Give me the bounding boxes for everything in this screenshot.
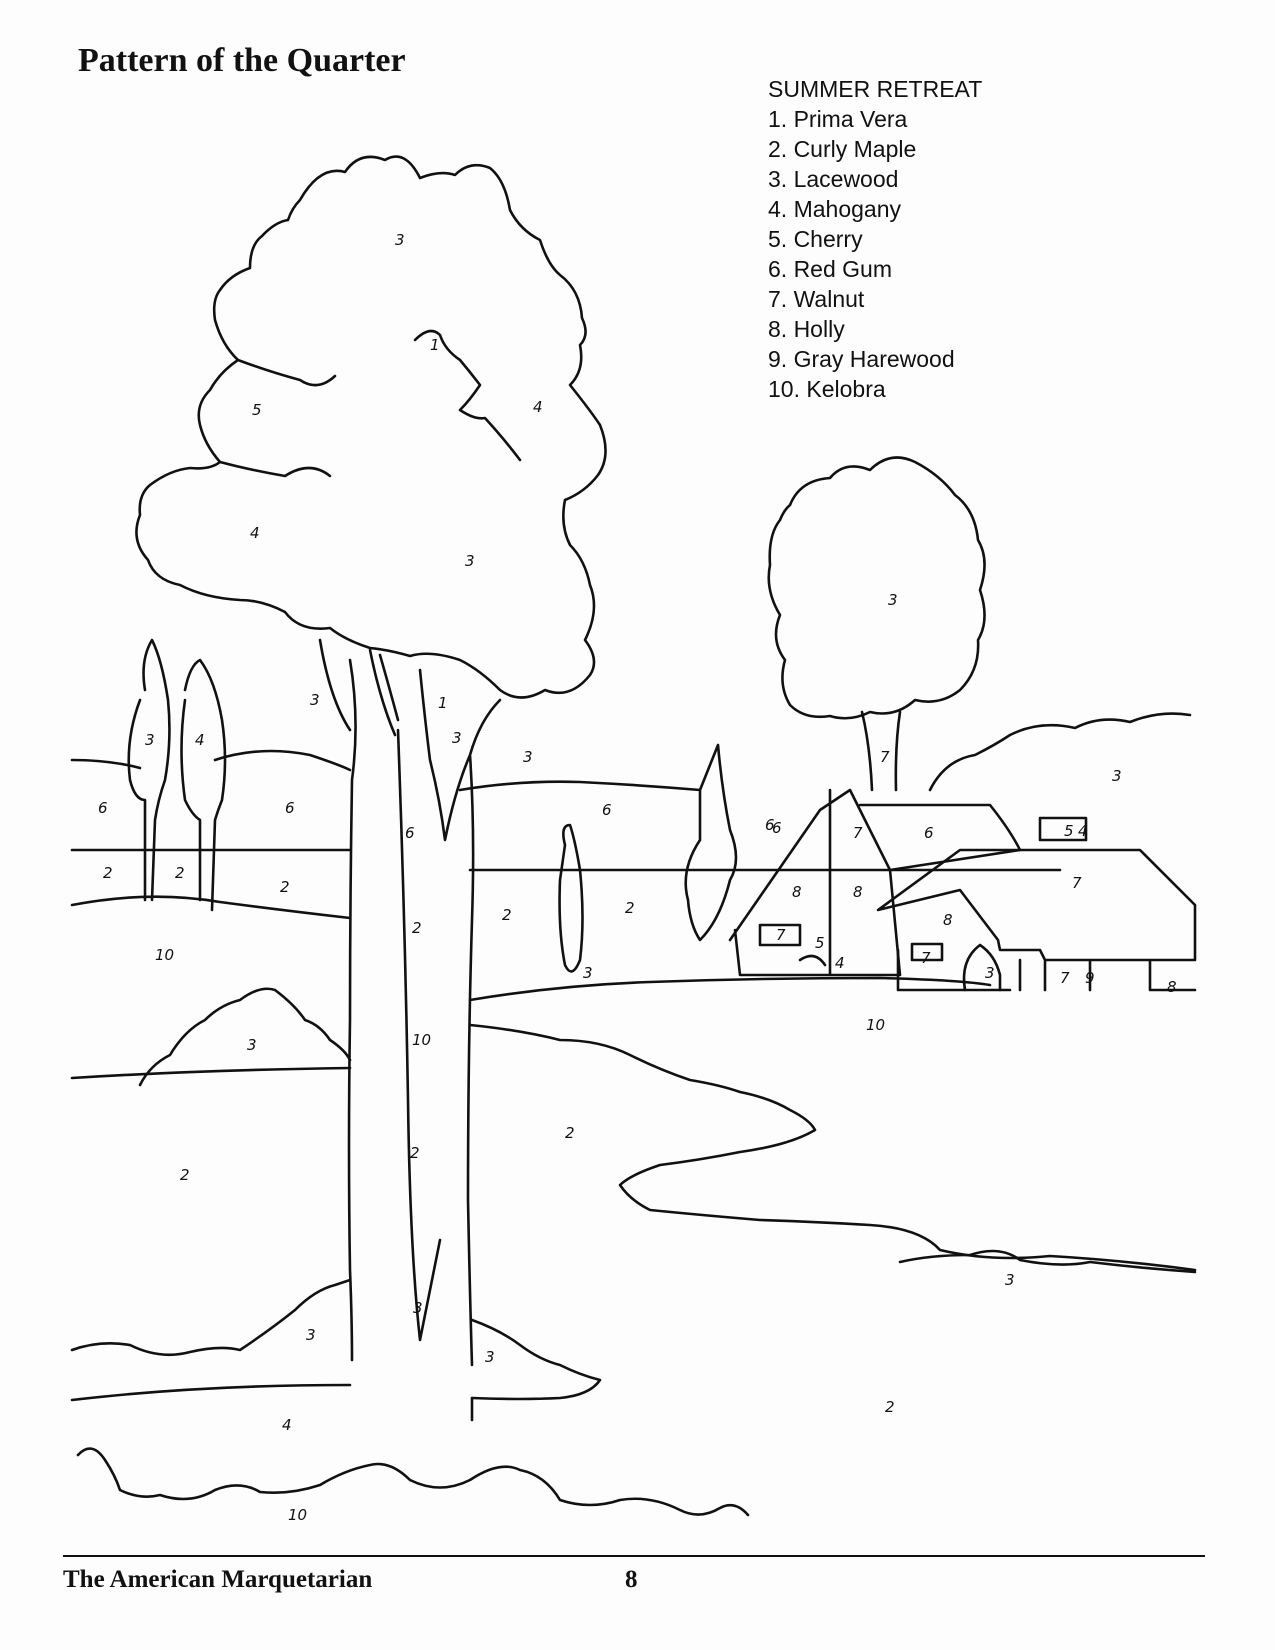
region-label: 2 <box>175 864 185 882</box>
region-label: 3 <box>465 552 475 570</box>
region-label: 3 <box>413 1299 423 1317</box>
trunk-branch <box>320 640 398 735</box>
cypress-tree <box>686 745 736 940</box>
region-label: 6 <box>765 816 775 834</box>
region-label: 5 <box>1064 822 1074 840</box>
region-label: 2 <box>502 906 512 924</box>
region-label: 3 <box>452 729 462 747</box>
region-label: 3 <box>485 1348 495 1366</box>
region-label: 4 <box>835 954 845 972</box>
legend-item: 6. Red Gum <box>768 256 892 282</box>
legend-item: 9. Gray Harewood <box>768 346 955 372</box>
tall-bush <box>560 825 583 971</box>
region-label: 1 <box>438 694 448 712</box>
distant-tree-line <box>930 714 1190 790</box>
poplar-tree-right <box>182 660 226 910</box>
big-tree-canopy <box>136 157 605 698</box>
region-label: 10 <box>155 946 175 964</box>
region-label: 8 <box>943 911 953 929</box>
region-label: 2 <box>412 919 422 937</box>
ground-line-left <box>72 1068 350 1078</box>
region-number-labels <box>98 231 1177 1524</box>
region-label: 5 <box>252 401 262 419</box>
region-label: 2 <box>410 1144 420 1162</box>
region-label: 6 <box>405 824 415 842</box>
region-label: 4 <box>533 398 543 416</box>
region-label: 9 <box>1085 969 1095 987</box>
region-label: 6 <box>924 824 934 842</box>
legend-item: 10. Kelobra <box>768 376 886 402</box>
region-label: 2 <box>885 1398 895 1416</box>
region-label: 8 <box>1167 978 1177 996</box>
legend-item: 3. Lacewood <box>768 166 899 192</box>
legend-item: 2. Curly Maple <box>768 136 917 162</box>
region-label: 3 <box>1005 1271 1015 1289</box>
region-label: 3 <box>306 1326 316 1344</box>
foreground-ground <box>72 1385 472 1420</box>
region-label: 7 <box>1072 874 1082 892</box>
region-label: 3 <box>583 964 593 982</box>
poplar-tree-left <box>129 640 170 900</box>
grass-tufts <box>78 1449 748 1515</box>
region-label: 5 <box>815 934 825 952</box>
region-label: 6 <box>98 799 108 817</box>
page-number: 8 <box>625 1566 638 1593</box>
legend-item: 5. Cherry <box>768 226 863 252</box>
region-label: 10 <box>288 1506 308 1524</box>
region-label: 3 <box>888 591 898 609</box>
region-label: 4 <box>195 731 205 749</box>
region-label: 3 <box>310 691 320 709</box>
region-label: 3 <box>523 748 533 766</box>
region-label: 4 <box>282 1416 292 1434</box>
region-label: 8 <box>792 883 802 901</box>
river-bank-far <box>900 1251 1195 1272</box>
region-label: 1 <box>430 336 440 354</box>
region-label: 4 <box>1078 822 1088 840</box>
region-label: 7 <box>853 824 863 842</box>
footer-divider <box>63 1555 1205 1557</box>
region-label: 6 <box>772 819 782 837</box>
legend-item: 8. Holly <box>768 316 845 342</box>
region-label: 7 <box>880 748 890 766</box>
region-label: 10 <box>866 1016 886 1034</box>
region-label: 2 <box>625 899 635 917</box>
near-hill-line <box>72 897 990 1000</box>
region-label: 10 <box>412 1031 432 1049</box>
region-label: 8 <box>853 883 863 901</box>
region-label: 3 <box>247 1036 257 1054</box>
region-label: 2 <box>280 878 290 896</box>
canopy-inner-line <box>220 360 335 476</box>
small-tree-canopy <box>769 458 985 719</box>
region-label: 6 <box>602 801 612 819</box>
page-title: Pattern of the Quarter <box>78 42 406 79</box>
region-label: 3 <box>1112 767 1122 785</box>
legend-heading: SUMMER RETREAT <box>768 76 983 102</box>
region-label: 3 <box>985 964 995 982</box>
legend-item: 4. Mahogany <box>768 196 901 222</box>
region-label: 2 <box>180 1166 190 1184</box>
region-label: 3 <box>395 231 405 249</box>
region-label: 7 <box>921 949 931 967</box>
legend-item: 7. Walnut <box>768 286 865 312</box>
region-label: 7 <box>776 926 786 944</box>
publication-name: The American Marquetarian <box>63 1566 373 1593</box>
big-tree-trunk <box>349 660 500 1365</box>
region-label: 6 <box>285 799 295 817</box>
legend-item: 1. Prima Vera <box>768 106 908 132</box>
region-label: 7 <box>1060 969 1070 987</box>
region-label: 4 <box>250 524 260 542</box>
region-label: 2 <box>565 1124 575 1142</box>
river-bank-upper <box>470 1025 1195 1270</box>
region-label: 2 <box>103 864 113 882</box>
region-label: 3 <box>145 731 155 749</box>
